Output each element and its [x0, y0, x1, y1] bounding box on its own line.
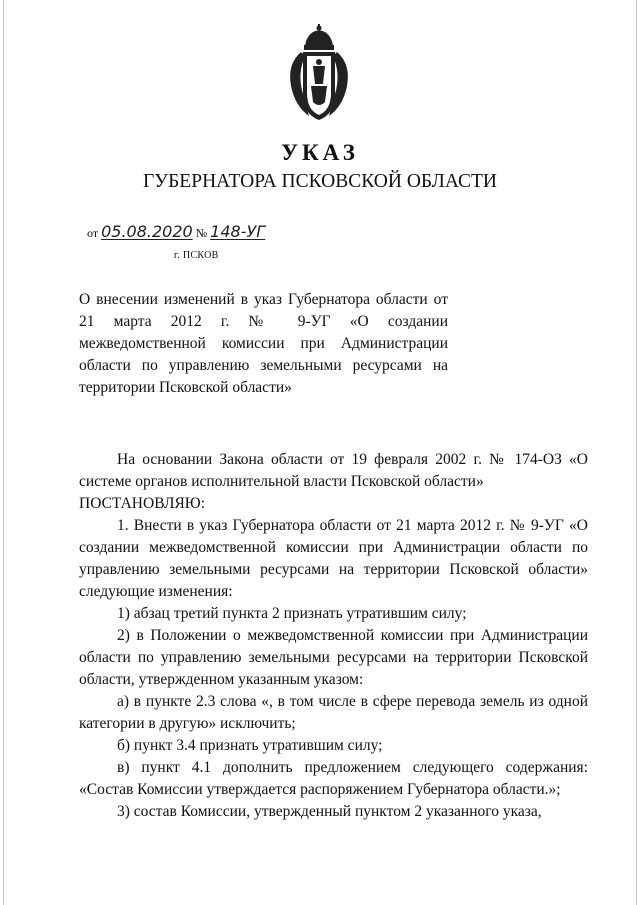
- item-2b: б) пункт 3.4 признать утратившим силу;: [117, 737, 383, 754]
- document-issuer: ГУБЕРНАТОРА ПСКОВСКОЙ ОБЛАСТИ: [143, 171, 497, 192]
- item-2a: а) в пункте 2.3 слова «, в том числе в сфере перевода земель из одной категории в другую» исключить;: [79, 693, 588, 732]
- basis-paragraph: На основании Закона области от 19 февраля 2002 г. № 174-ОЗ «О системе органов исполнительной власти Псковской области»: [79, 451, 588, 490]
- item-2: 2) в Положении о межведомственной комиссии при Администрации области по управлению земельными ресурсами на территории Псковской области, утвержденном указанным указом:: [79, 627, 588, 688]
- page-edge-left: [3, 0, 4, 905]
- handwritten-number: 148-УГ: [210, 222, 266, 241]
- decree-word: ПОСТАНОВЛЯЮ:: [79, 495, 206, 512]
- city-label: г. ПСКОВ: [174, 250, 219, 261]
- item-2c: в) пункт 4.1 дополнить предложением следующего содержания: «Состав Комиссии утверждается распоряжением Губернатора области.»;: [79, 759, 588, 798]
- document-title: УКАЗ: [281, 140, 359, 165]
- coat-of-arms-emblem: [283, 24, 355, 124]
- decree-body: [79, 449, 588, 823]
- date-number-line: [87, 222, 265, 241]
- item-1: 1) абзац третий пункта 2 признать утратившим силу;: [117, 605, 467, 622]
- number-prefix: №: [195, 226, 208, 240]
- handwritten-date: 05.08.2020: [101, 222, 193, 241]
- date-prefix: от: [87, 226, 99, 240]
- item-3: 3) состав Комиссии, утвержденный пунктом 2 указанного указа,: [117, 803, 542, 820]
- page-edge-right: [636, 0, 637, 905]
- decree-subject: О внесении изменений в указ Губернатора области от 21 марта 2012 г. № 9-УГ «О создании межведомственной комиссии при Администрации области по управлению земельными ресурсами на территории Псковской области»: [79, 291, 448, 396]
- paragraph-1: 1. Внести в указ Губернатора области от 21 марта 2012 г. № 9-УГ «О создании межведомственной комиссии при Администрации области по управлению земельными ресурсами на территории Псковской области» следующие изменения:: [79, 517, 588, 600]
